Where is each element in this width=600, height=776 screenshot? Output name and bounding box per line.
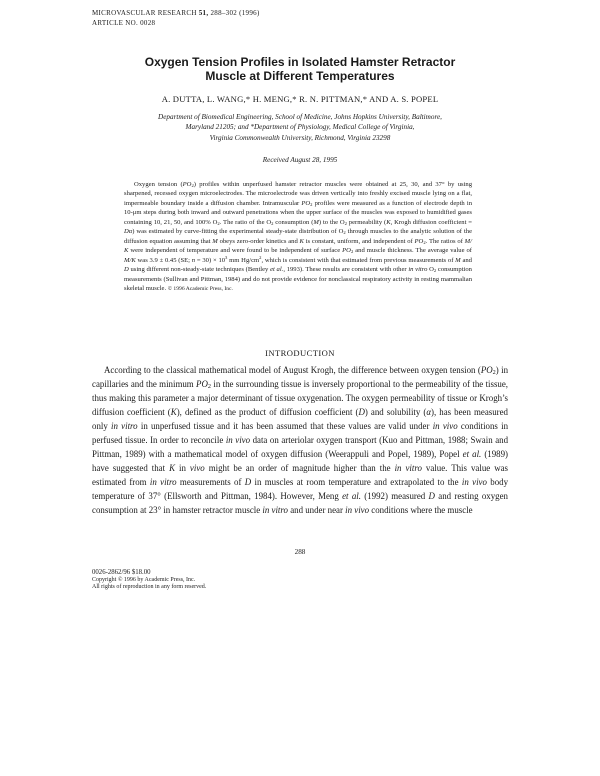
article-number: ARTICLE NO. 0028 [92, 19, 156, 27]
journal-header [92, 8, 260, 28]
title-line-1: Oxygen Tension Profiles in Isolated Hamster Retractor [144, 55, 456, 69]
section-heading-introduction: INTRODUCTION [265, 348, 335, 358]
affiliation-line-3: Virginia Commonwealth University, Richmond, Virginia 23298 [209, 133, 391, 142]
footer-rights: All rights of reproduction in any form reserved. [92, 584, 207, 591]
abstract: Oxygen tension $(PO_2)$ profiles within unperfused hamster retractor muscles were obtained at 25, 30, and 37° by using sharpened, recessed oxygen microelectrodes. The microelectrode was driven vertically into freshly excised muscle lying on a flat, impermeable boundary inside a diffusion chamber. Intramuscular $PO_2$ profiles were measured as a function of electrode depth in 10-μm steps during both inward and outward penetrations when the upper surface of the muscles was exposed to humidified gases containing 10, 21, 50, and 100% $O_2$. The ratio of the $O_2$ consumption (M) to the $O_2$ permeability (K, Krogh diffusion coefficient = Dα) was estimated by curve-fitting the experimental steady-state distribution of $O_2$ through muscles to the analytic solution of the diffusion equation assuming that M obeys zero-order kinetics and K is constant, uniform, and independent of $PO_2$. The ratios of M/ K were independent of temperature and were found to be independent of surface $PO_2$ and muscle thickness. The average value of M/K was 3.9 ± 0.45 (SE; $n = 30) \times 10^3$ mm $Hg/cm^2$, which is consistent with that estimated from previous measurements of M and D using different non-steady-state techniques (Bentley et al., 1993). These results are consistent with other in vitro $O_2$ consumption measurements (Sullivan and Pittman, 1984) and do not provide evidence for nonclassical respiratory activity in resting mammalian skeletal muscle. © 1996 Academic Press, Inc. [124, 181, 473, 292]
journal-name: MICROVASCULAR RESEARCH [92, 9, 197, 17]
footer-price: 0026-2862/96 $18.00 [92, 569, 151, 576]
journal-volume: 51, [198, 9, 209, 17]
title-line-2: Muscle at Different Temperatures [205, 69, 395, 83]
page-number: 288 [294, 548, 306, 556]
abstract-copyright: © 1996 Academic Press, Inc. [167, 285, 233, 292]
footer-notice [92, 569, 206, 592]
author-list: A. DUTTA, L. WANG,* H. MENG,* R. N. PITTMAN,* AND A. S. POPEL [161, 94, 439, 104]
journal-pages: 288–302 (1996) [210, 9, 260, 17]
affiliations [88, 112, 512, 143]
introduction-text: According to the classical mathematical model of August Krogh, the difference between oxygen tension $(PO_2)$ in capillaries and the minimum $PO_2$ in the surrounding tissue is inversely proportional to the permeability of the tissue, thus making this parameter a major determinant of tissue oxygenation. The oxygen permeability of tissue or Krogh’s diffusion coefficient (K), defined as the product of diffusion coefficient (D) and solubility (α), has been measured only in vitro in unperfused tissue and it has been assumed that these values are valid under in vivo conditions in perfused tissue. In order to reconcile in vivo data on arteriolar oxygen transport (Kuo and Pittman, 1988; Swain and Pittman, 1989) with a mathematical model of oxygen diffusion (Weerappuli and Popel, 1989), Popel et al. (1989) have suggested that K in vivo might be an order of magnitude higher than the in vitro value. This value was estimated from in vitro measurements of D in muscles at room temperature and extrapolated to the in vivo body temperature of 37° (Ellsworth and Pittman, 1984). However, Meng et al. (1992) measured D and resting oxygen consumption at 23° in hamster retractor muscle in vitro and under near in vivo conditions where the muscle [92, 365, 509, 516]
affiliation-line-2: Maryland 21205; and *Department of Physiology, Medical College of Virginia, [185, 123, 415, 132]
affiliation-line-1: Department of Biomedical Engineering, School of Medicine, Johns Hopkins University, Baltimore, [158, 113, 442, 121]
paper-title [80, 55, 520, 83]
footer-copyright: Copyright © 1996 by Academic Press, Inc. [92, 576, 196, 583]
received-date: Received August 28, 1995 [262, 156, 338, 164]
